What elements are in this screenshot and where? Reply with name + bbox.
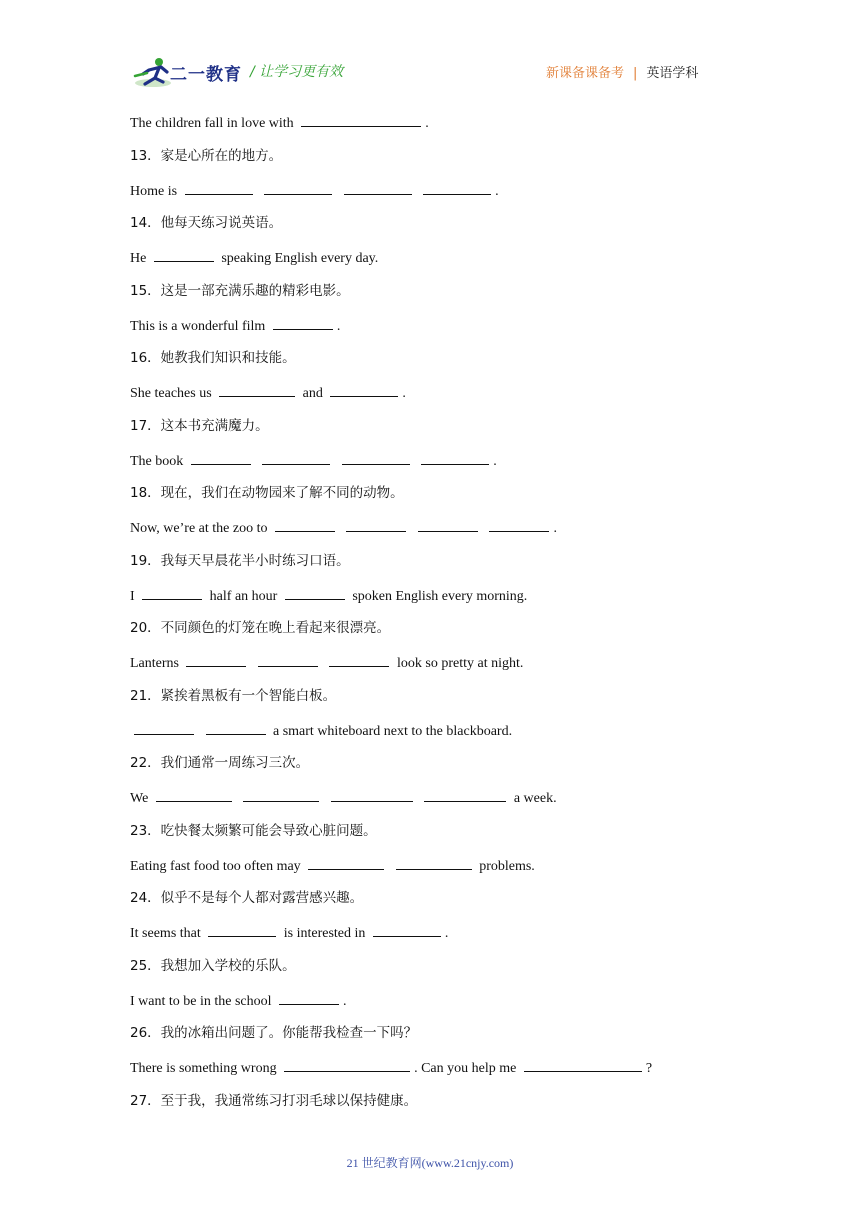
answer-line bbox=[130, 517, 750, 551]
sentence-text bbox=[417, 791, 421, 806]
answer-blank[interactable] bbox=[330, 382, 398, 397]
answer-line bbox=[130, 450, 750, 484]
question-prompt: 14．他每天练习说英语。 bbox=[130, 215, 283, 232]
answer-blank[interactable] bbox=[191, 450, 251, 465]
sentence-text: a smart whiteboard next to the blackboard. bbox=[269, 723, 513, 739]
sentence-text: . Can you help me bbox=[414, 1061, 520, 1076]
sentence-text bbox=[410, 521, 414, 536]
sentence-text: . bbox=[553, 521, 557, 536]
sentence-text: I bbox=[130, 588, 139, 604]
answer-blank[interactable] bbox=[418, 517, 478, 532]
slogan: / 让学习更有效 bbox=[250, 64, 344, 80]
answer-line bbox=[130, 585, 750, 619]
answer-blank[interactable] bbox=[134, 720, 194, 735]
sentence-text bbox=[336, 184, 340, 199]
answer-blank[interactable] bbox=[264, 180, 332, 195]
sentence-text: . bbox=[495, 183, 499, 199]
sentence-text: problems. bbox=[475, 858, 535, 874]
question-prompt: 17．这本书充满魔力。 bbox=[130, 417, 269, 434]
exercise-content bbox=[130, 112, 750, 1125]
header-separator: | bbox=[633, 66, 638, 81]
sentence-text: Lanterns bbox=[130, 656, 183, 671]
answer-blank[interactable] bbox=[243, 787, 319, 802]
header-subject-label: 英语学科 bbox=[646, 66, 699, 81]
sentence-text bbox=[388, 859, 392, 874]
sentence-text: Home is bbox=[130, 183, 181, 199]
answer-line bbox=[130, 382, 750, 416]
question-prompt: 19．我每天早晨花半小时练习口语。 bbox=[130, 552, 350, 569]
question-prompt: 20．不同颜色的灯笼在晚上看起来很漂亮。 bbox=[130, 620, 391, 637]
answer-line bbox=[130, 1057, 750, 1091]
answer-line bbox=[130, 787, 750, 821]
answer-blank[interactable] bbox=[344, 180, 412, 195]
sentence-text: a week. bbox=[510, 791, 557, 806]
sentence-text: Now, we’re at the zoo to bbox=[130, 521, 271, 536]
answer-line bbox=[130, 315, 750, 349]
sentence-text: She teaches us bbox=[130, 386, 216, 401]
sentence-text: . bbox=[402, 386, 406, 401]
answer-blank[interactable] bbox=[423, 180, 491, 195]
answer-blank[interactable] bbox=[489, 517, 549, 532]
answer-blank[interactable] bbox=[258, 652, 318, 667]
sentence-text bbox=[339, 521, 343, 536]
answer-line bbox=[130, 112, 750, 146]
sentence-text bbox=[482, 521, 486, 536]
logo-text: 二一教育 bbox=[170, 65, 242, 85]
sentence-text: He bbox=[130, 251, 150, 266]
answer-blank[interactable] bbox=[185, 180, 253, 195]
sentence-text bbox=[236, 791, 240, 806]
answer-blank[interactable] bbox=[219, 382, 295, 397]
sentence-text: speaking English every day. bbox=[217, 251, 379, 266]
question-prompt: 22．我们通常一周练习三次。 bbox=[130, 755, 310, 772]
answer-blank[interactable] bbox=[275, 517, 335, 532]
answer-blank[interactable] bbox=[273, 315, 333, 330]
sentence-text bbox=[250, 656, 254, 671]
question-prompt: 26．我的冰箱出问题了。你能帮我检查一下吗？ bbox=[130, 1025, 418, 1042]
answer-line bbox=[130, 247, 750, 281]
sentence-text bbox=[198, 724, 202, 739]
question-prompt: 16．她教我们知识和技能。 bbox=[130, 350, 296, 367]
answer-blank[interactable] bbox=[156, 787, 232, 802]
answer-blank[interactable] bbox=[424, 787, 506, 802]
header-course-label: 新课备课备考 bbox=[546, 66, 625, 81]
answer-blank[interactable] bbox=[279, 990, 339, 1005]
sentence-text: look so pretty at night. bbox=[393, 656, 524, 671]
answer-blank[interactable] bbox=[284, 1057, 410, 1072]
sentence-text: The book bbox=[130, 453, 187, 469]
sentence-text: . bbox=[444, 926, 449, 941]
sentence-text: There is something wrong bbox=[130, 1061, 281, 1076]
sentence-text: This is a wonderful film bbox=[130, 318, 269, 334]
question-prompt: 15．这是一部充满乐趣的精彩电影。 bbox=[130, 282, 350, 299]
answer-blank[interactable] bbox=[396, 855, 472, 870]
sentence-text bbox=[416, 184, 420, 199]
answer-blank[interactable] bbox=[346, 517, 406, 532]
sentence-text bbox=[322, 656, 326, 671]
answer-blank[interactable] bbox=[331, 787, 413, 802]
sentence-text bbox=[414, 454, 418, 469]
question-prompt: 27．至于我，我通常练习打羽毛球以保持健康。 bbox=[130, 1092, 418, 1109]
sentence-text: . bbox=[425, 116, 429, 131]
answer-line bbox=[130, 990, 750, 1024]
sentence-text: We bbox=[130, 791, 152, 806]
question-prompt: 18．现在，我们在动物园来了解不同的动物。 bbox=[130, 485, 404, 502]
answer-blank[interactable] bbox=[308, 855, 384, 870]
sentence-text bbox=[255, 454, 259, 469]
sentence-text: and bbox=[299, 386, 327, 401]
question-prompt: 24．似乎不是每个人都对露营感兴趣。 bbox=[130, 890, 364, 907]
answer-line bbox=[130, 720, 750, 754]
answer-blank[interactable] bbox=[421, 450, 489, 465]
answer-blank[interactable] bbox=[524, 1057, 642, 1072]
header-right bbox=[546, 62, 698, 81]
answer-blank[interactable] bbox=[208, 922, 276, 937]
sentence-text: . bbox=[343, 993, 347, 1009]
answer-line bbox=[130, 855, 750, 889]
answer-blank[interactable] bbox=[262, 450, 330, 465]
sentence-text: . bbox=[336, 318, 341, 334]
sentence-text: . bbox=[493, 453, 497, 469]
sentence-text: is interested in bbox=[280, 926, 369, 941]
question-prompt: 13．家是心所在的地方。 bbox=[130, 147, 283, 164]
question-prompt: 25．我想加入学校的乐队。 bbox=[130, 957, 296, 974]
answer-blank[interactable] bbox=[186, 652, 246, 667]
sentence-text bbox=[334, 454, 338, 469]
answer-blank[interactable] bbox=[285, 585, 345, 600]
question-prompt: 21．紧挨着黑板有一个智能白板。 bbox=[130, 687, 337, 704]
sentence-text: I want to be in the school bbox=[130, 993, 276, 1009]
answer-line bbox=[130, 922, 750, 956]
answer-blank[interactable] bbox=[342, 450, 410, 465]
sentence-text: Eating fast food too often may bbox=[130, 858, 305, 874]
sentence-text: It seems that bbox=[130, 926, 205, 941]
page-header bbox=[0, 0, 860, 100]
sentence-text: spoken English every morning. bbox=[348, 588, 528, 604]
sentence-text: ? bbox=[645, 1061, 653, 1076]
sentence-text: The children fall in love with bbox=[130, 116, 298, 131]
answer-blank[interactable] bbox=[329, 652, 389, 667]
answer-blank[interactable] bbox=[154, 247, 214, 262]
answer-blank[interactable] bbox=[206, 720, 266, 735]
sentence-text bbox=[323, 791, 327, 806]
answer-line bbox=[130, 180, 750, 214]
question-prompt: 23．吃快餐太频繁可能会导致心脏问题。 bbox=[130, 822, 377, 839]
sentence-text: half an hour bbox=[206, 588, 281, 604]
answer-blank[interactable] bbox=[142, 585, 202, 600]
page-footer: 21 世纪教育网(www.21cnjy.com) bbox=[346, 1156, 514, 1170]
sentence-text bbox=[257, 184, 261, 199]
answer-blank[interactable] bbox=[301, 112, 421, 127]
answer-line bbox=[130, 652, 750, 686]
answer-blank[interactable] bbox=[373, 922, 441, 937]
